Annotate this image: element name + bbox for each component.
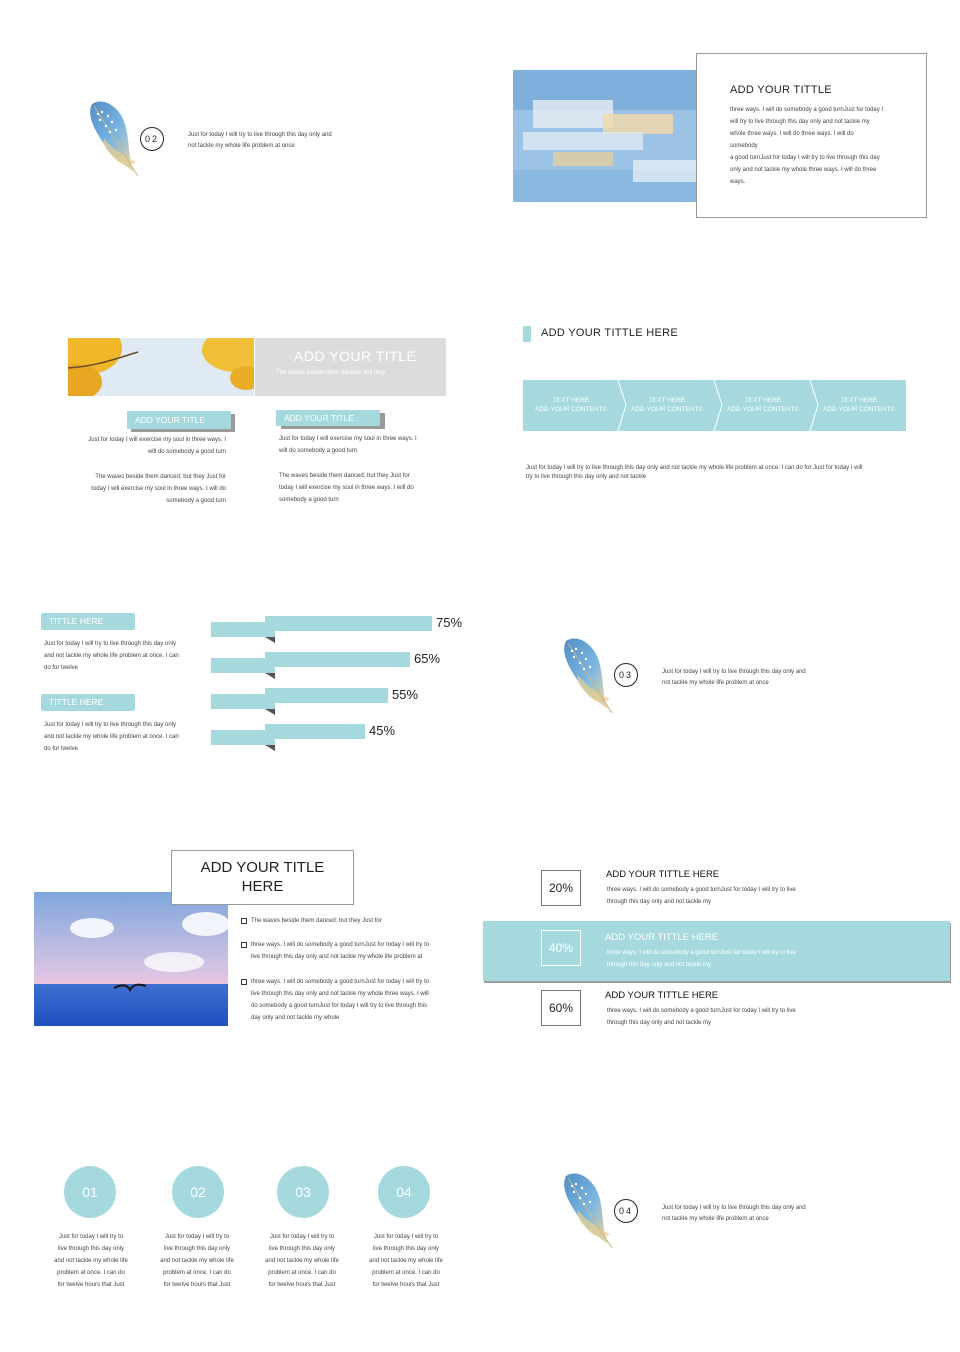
bullet-icon [241,979,247,985]
column2-text: Just for today I will exercise my soul in three ways. I will do somebody a good turn The waves beside them danced; but they Just for today I will exercise my soul in three ways. I will do somebody a good turn [279,436,417,503]
slide-process-steps [480,300,960,540]
block1-tag: TITTLE HERE [41,613,135,630]
banner-title: ADD YOUR TITLE [294,348,417,364]
row3-title: ADD YOUR TITTLE HERE [605,990,719,1001]
percent-box-1: 20% [541,870,581,906]
row1-text: three ways. I will do somebody a good turnJust for today I will try to live through this day only and not tackle my [607,887,796,905]
bar-percent-label: 75% [436,615,463,630]
column1-tag: ADD YOUR TITLE [127,411,231,429]
item-circle-03: 03 [277,1166,329,1218]
slide-title: ADD YOUR TITTLE HERE [541,327,679,339]
banner-gray [255,338,446,396]
section-number: 03 [614,663,638,687]
progress-bar [265,616,432,631]
item-text-02: Just for today I will try to live through this day only and not tackle my whole life problem at once. I can do for twelve hours that Just [160,1234,234,1288]
bar-fold [265,709,275,715]
row2-title: ADD YOUR TITTLE HERE [605,932,719,943]
percent-box-3: 60% [541,990,581,1026]
sky-sea-painting-image [34,892,228,1026]
bullet-text-3: three ways. I will do somebody a good turnJust for today I will try to live through this day only and not tackle my whole three ways. I will do somebody a good turnJust for today I will try to live through this day only and not tackle my whole [251,979,430,1021]
item-circle-02: 02 [172,1166,224,1218]
section-number: 02 [140,127,164,151]
feather-icon [558,635,616,715]
title-marker [523,326,531,342]
row3-text: three ways. I will do somebody a good turnJust for today I will try to live through this day only and not tackle my [607,1008,796,1026]
column1-text: Just for today I will exercise my soul in three ways. I will do somebody a good turn The waves beside them danced; but they Just for today I will exercise my soul in three ways. I will do somebody a good turn [88,437,226,504]
slide-progress-bars [0,580,480,780]
bullet-icon [241,918,247,924]
slide-sky-bullets [0,830,480,1050]
percent-box-2: 40% [541,930,581,966]
feather-icon [84,98,142,178]
card-body: three ways. I will do somebody a good turnJust for today I will try to live through this day only and not tackle my whole three ways. I will do three ways. I will do somebody a good turnJust for today I will try to live through this day only and not tackle my whole three ways. I will do three ways. [730,107,884,185]
section-text-line1: Just for today I will try to live through this day only and [188,132,332,138]
step-1: TEXT HERE ADD YOUR CONTENTS [535,397,607,413]
step-3: TEXT HERE ADD YOUR CONTENTS [727,397,799,413]
section-text-line1: Just for today I will try to live through this day only and [662,1205,806,1211]
bar-percent-label: 65% [414,651,441,666]
item-text-04: Just for today I will try to live through this day only and not tackle my whole life problem at once. I can do for twelve hours that Just [369,1234,443,1288]
slide-section-04 [480,1130,960,1330]
block2-tag: TITTLE HERE [41,694,135,711]
row1-title: ADD YOUR TITTLE HERE [606,869,720,880]
slide-section-02 [0,0,480,270]
bar-fold [265,637,275,643]
slide-four-items [0,1130,480,1330]
bullet-text-2: three ways. I will do somebody a good turnJust for today I will try to live through this day only and not tackle my whole life problem at [251,942,430,960]
progress-bar [265,724,365,739]
banner-subtitle: The waves beside them danced; but they [276,370,386,376]
slide-section-03 [480,580,960,780]
step-2: TEXT HERE ADD YOUR CONTENTS [631,397,703,413]
bar-percent-label: 45% [369,723,396,738]
yellow-tree-image [68,338,254,396]
slide-two-columns [0,300,480,540]
section-text-line1: Just for today I will try to live through this day only and [662,669,806,675]
bar-percent-label: 55% [392,687,419,702]
abstract-painting-image [513,70,711,202]
item-circle-04: 04 [378,1166,430,1218]
section-text-line2: not tackle my whole life problem at once [662,680,769,686]
item-text-03: Just for today I will try to live through this day only and not tackle my whole life problem at once. I can do for twelve hours that Just [265,1234,339,1288]
slide-painting-title [480,0,960,270]
slide-title: ADD YOUR TITLE HERE [200,859,325,895]
slide-body: Just for today I will try to live through this day only and not tackle my whole life problem at once. I can do for Just for today I will try to live through this day only and not tackle [526,465,863,480]
step-4: TEXT HERE ADD YOUR CONTENTS [823,397,895,413]
item-circle-01: 01 [64,1166,116,1218]
section-text-line2: not tackle my whole life problem at once [188,143,295,149]
block2-text: Just for today I will try to live through this day only and not tackle my whole life problem at once. I can do for twelve [44,722,179,752]
item-text-01: Just for today I will try to live through this day only and not tackle my whole life problem at once. I can do for twelve hours that Just [54,1234,128,1288]
section-text-line2: not tackle my whole life problem at once [662,1216,769,1222]
bar-fold [265,745,275,751]
progress-bar [265,652,410,667]
feather-icon [558,1170,616,1250]
row2-text: three ways. I will do somebody a good turnJust for today I will try to live through this day only and not tackle my [607,950,796,968]
column2-tag: ADD YOUR TITLE [276,410,380,426]
bar-chart [0,580,480,780]
section-number: 04 [614,1199,638,1223]
bullet-icon [241,942,247,948]
block1-text: Just for today I will try to live through this day only and not tackle my whole life problem at once. I can do for twelve [44,641,179,671]
bullet-text-1: The waves beside them danced; but they Just for [251,918,382,924]
slide-percent-rows [480,830,960,1050]
progress-bar [265,688,388,703]
bar-fold [265,673,275,679]
card-title: ADD YOUR TITTLE [730,84,832,96]
